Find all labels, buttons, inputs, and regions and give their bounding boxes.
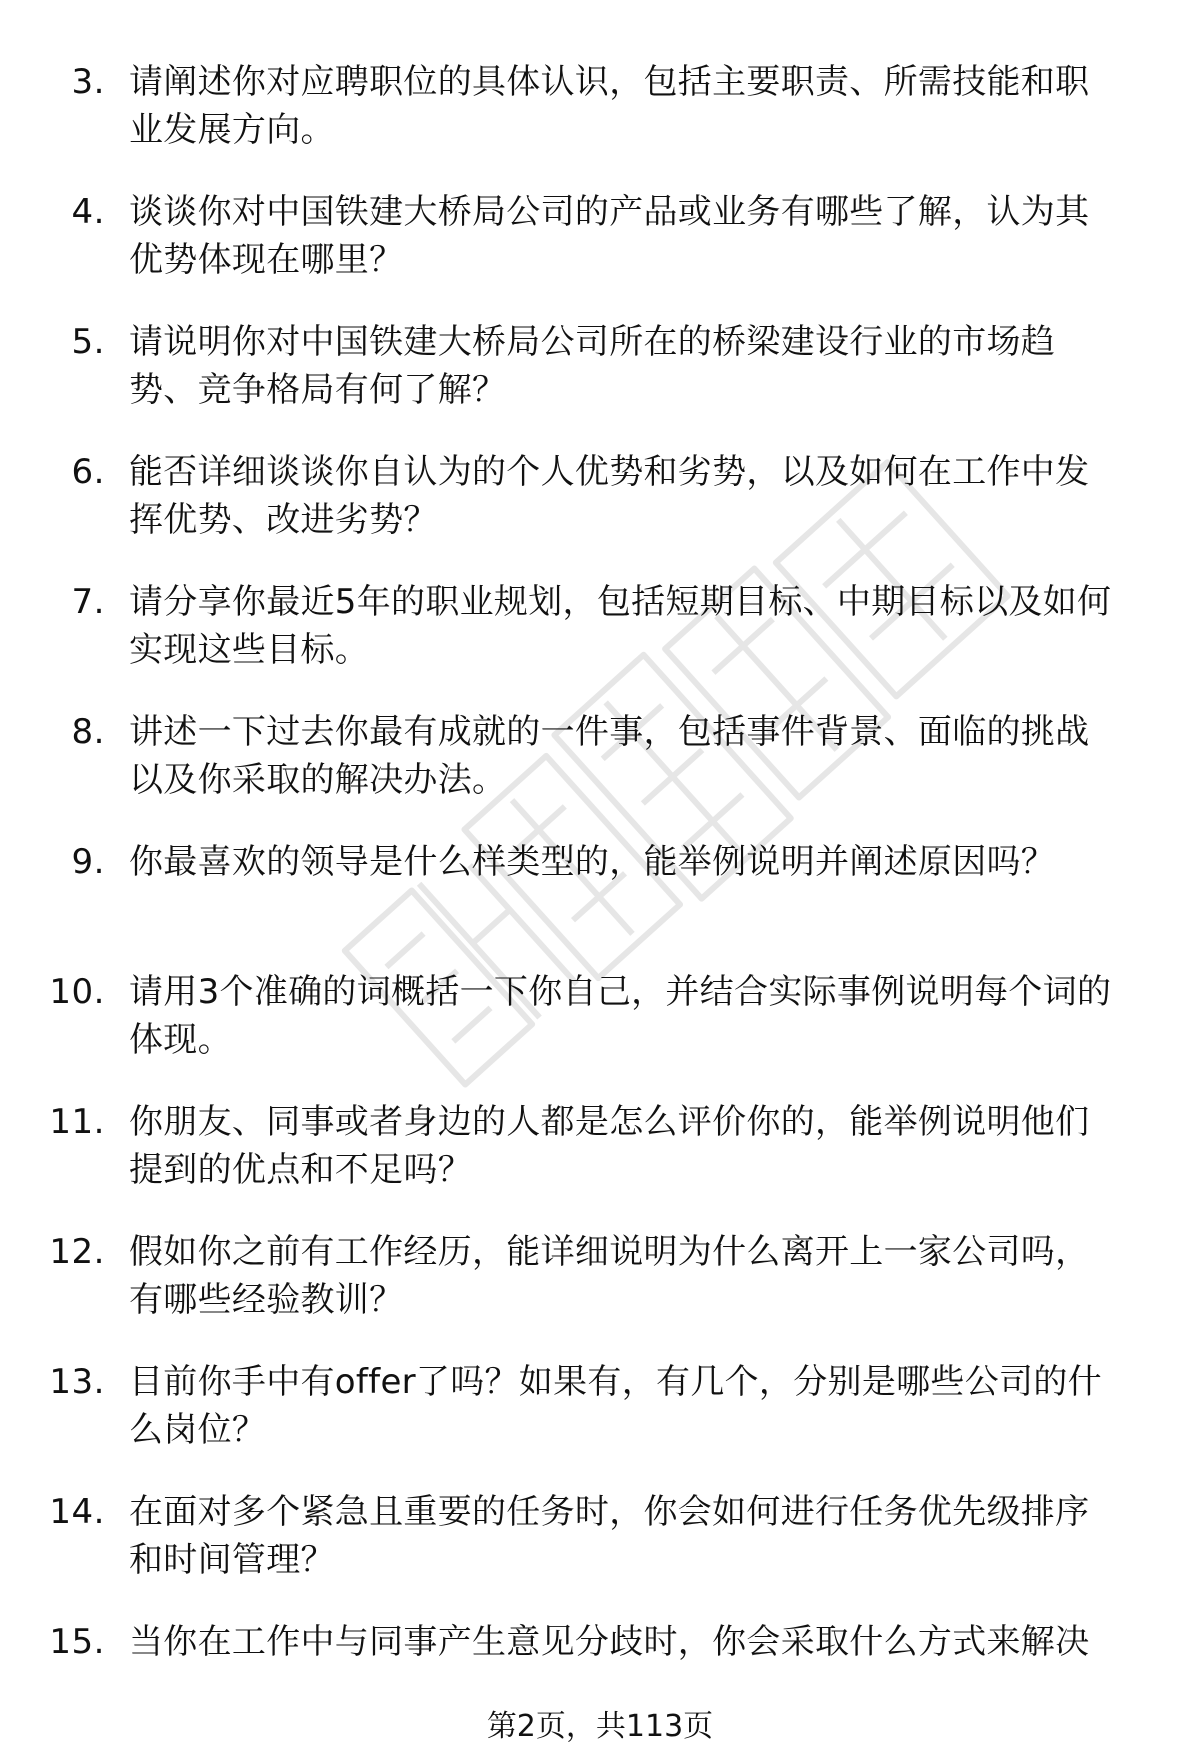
question-number: 6. <box>71 452 105 492</box>
question-text: 你朋友、同事或者身边的人都是怎么评价你的，能举例说明他们 提到的优点和不足吗？ <box>129 1102 1090 1190</box>
question-item <box>0 58 1200 188</box>
question-number: 15. <box>49 1622 105 1662</box>
question-text: 假如你之前有工作经历，能详细说明为什么离开上一家公司吗， 有哪些经验教训？ <box>129 1232 1090 1320</box>
question-item <box>0 318 1200 448</box>
question-number: 7. <box>71 582 105 622</box>
question-text: 请分享你最近5年的职业规划，包括短期目标、中期目标以及如何 实现这些目标。 <box>129 582 1112 670</box>
question-item <box>0 1228 1200 1358</box>
question-text: 在面对多个紧急且重要的任务时，你会如何进行任务优先级排序 和时间管理？ <box>129 1492 1090 1580</box>
question-number: 14. <box>49 1492 105 1532</box>
question-item <box>0 448 1200 578</box>
question-number: 9. <box>71 842 105 882</box>
question-number: 5. <box>71 322 105 362</box>
question-text: 请说明你对中国铁建大桥局公司所在的桥梁建设行业的市场趋 势、竞争格局有何了解？ <box>129 322 1056 410</box>
question-text: 能否详细谈谈你自认为的个人优势和劣势，以及如何在工作中发 挥优势、改进劣势？ <box>129 452 1090 540</box>
question-number: 4. <box>71 192 105 232</box>
question-text: 请阐述你对应聘职位的具体认识，包括主要职责、所需技能和职 业发展方向。 <box>129 62 1090 150</box>
question-text: 当你在工作中与同事产生意见分歧时，你会采取什么方式来解决 <box>129 1622 1090 1662</box>
question-text: 你最喜欢的领导是什么样类型的，能举例说明并阐述原因吗？ <box>129 842 1056 882</box>
question-item <box>0 1358 1200 1488</box>
question-item <box>0 708 1200 838</box>
question-number: 13. <box>49 1362 105 1402</box>
question-item <box>0 968 1200 1098</box>
question-item <box>0 1488 1200 1618</box>
question-text: 请用3个准确的词概括一下你自己，并结合实际事例说明每个词的 体现。 <box>129 972 1112 1060</box>
question-number: 12. <box>49 1232 105 1272</box>
question-text: 讲述一下过去你最有成就的一件事，包括事件背景、面临的挑战 以及你采取的解决办法。 <box>129 712 1090 800</box>
question-item <box>0 578 1200 708</box>
question-text: 谈谈你对中国铁建大桥局公司的产品或业务有哪些了解，认为其 优势体现在哪里？ <box>129 192 1090 280</box>
question-item <box>0 188 1200 318</box>
question-number: 8. <box>71 712 105 752</box>
question-list <box>0 58 1200 1748</box>
question-number: 11. <box>49 1102 105 1142</box>
page-number-footer: 第2页，共113页 <box>486 1709 714 1744</box>
question-number: 3. <box>71 62 105 102</box>
question-item <box>0 838 1200 968</box>
question-number: 10. <box>49 972 105 1012</box>
question-item <box>0 1098 1200 1228</box>
question-text: 目前你手中有offer了吗？如果有，有几个，分别是哪些公司的什 么岗位？ <box>129 1362 1102 1450</box>
